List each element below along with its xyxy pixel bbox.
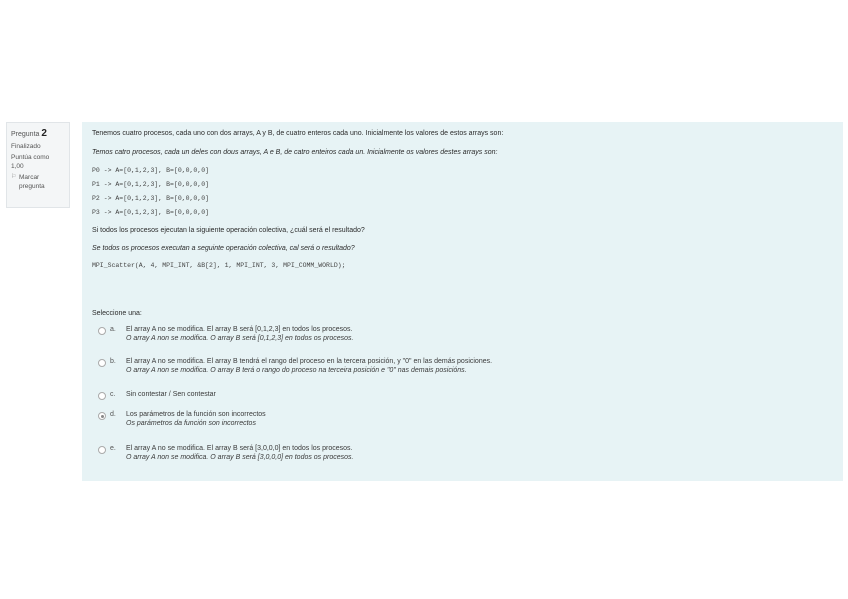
option-text-gl: O array A non se modifica. O array B terá o rango do proceso na terceira posición e "0" nas demais posicións. bbox=[126, 367, 467, 374]
option-text-gl: Os parámetros da función son incorrectos bbox=[126, 420, 256, 427]
option-text-es: El array A no se modifica. El array B será [3,0,0,0] en todos los procesos. bbox=[126, 445, 353, 452]
flag-label: Marcar pregunta bbox=[19, 174, 45, 190]
code-line: P2 -> A=[0,1,2,3], B=[0,0,0,0] bbox=[92, 195, 210, 202]
option-letter: a. bbox=[110, 326, 116, 333]
option-text-es: Los parámetros de la función son incorrectos bbox=[126, 411, 266, 418]
option-letter: e. bbox=[110, 445, 116, 452]
score-label: Puntúa como bbox=[11, 154, 50, 162]
option-text-gl: O array A non se modifica. O array B será [0,1,2,3] en todos os procesos. bbox=[126, 335, 354, 342]
flag-icon: ⚐ bbox=[11, 174, 17, 181]
question-label: Pregunta bbox=[11, 131, 40, 138]
option-letter: c. bbox=[110, 391, 116, 398]
option-text-es: El array A no se modifica. El array B será [0,1,2,3] en todos los procesos. bbox=[126, 326, 353, 333]
option-text-es: El array A no se modifica. El array B tendrá el rango del proceso en la tercera posición, y "0" en las demás posiciones. bbox=[126, 358, 493, 365]
question-text-gl: Temos catro procesos, cada un deles con dous arrays, A e B, de catro enteiros cada un. Inicialmente os valores destes arrays son: bbox=[92, 149, 498, 156]
flag-question-link[interactable] bbox=[11, 174, 69, 191]
question-content bbox=[82, 122, 843, 481]
prompt-es: Si todos los procesos ejecutan la siguiente operación colectiva, ¿cuál será el resultado? bbox=[92, 227, 365, 234]
radio-button[interactable] bbox=[98, 327, 106, 335]
select-label: Seleccione una: bbox=[92, 310, 142, 317]
option-letter: b. bbox=[110, 358, 116, 365]
prompt-gl: Se todos os procesos executan a seguinte operación colectiva, cal será o resultado? bbox=[92, 245, 355, 252]
radio-button[interactable] bbox=[98, 446, 106, 454]
question-score bbox=[11, 154, 69, 171]
radio-button[interactable] bbox=[98, 392, 106, 400]
score-value: 1,00 bbox=[11, 162, 24, 170]
option-text-es: Sin contestar / Sen contestar bbox=[126, 391, 216, 398]
question-text-es: Tenemos cuatro procesos, cada uno con dos arrays, A y B, de cuatro enteros cada uno. Inicialmente los valores de estos arrays son: bbox=[92, 130, 504, 137]
option-letter: d. bbox=[110, 411, 116, 418]
question-status: Finalizado bbox=[11, 143, 41, 150]
question-info-panel bbox=[6, 122, 70, 208]
radio-button-selected[interactable] bbox=[98, 412, 106, 420]
radio-button[interactable] bbox=[98, 359, 106, 367]
code-line: P0 -> A=[0,1,2,3], B=[0,0,0,0] bbox=[92, 167, 210, 174]
code-line: P3 -> A=[0,1,2,3], B=[0,0,0,0] bbox=[92, 209, 210, 216]
question-number-value: 2 bbox=[41, 128, 47, 139]
option-text-gl: O array A non se modifica. O array B será [3,0,0,0] en todos os procesos. bbox=[126, 454, 354, 461]
code-line: P1 -> A=[0,1,2,3], B=[0,0,0,0] bbox=[92, 181, 210, 188]
mpi-call: MPI_Scatter(A, 4, MPI_INT, &B[2], 1, MPI_INT, 3, MPI_COMM_WORLD); bbox=[92, 262, 346, 269]
question-number bbox=[11, 127, 69, 140]
